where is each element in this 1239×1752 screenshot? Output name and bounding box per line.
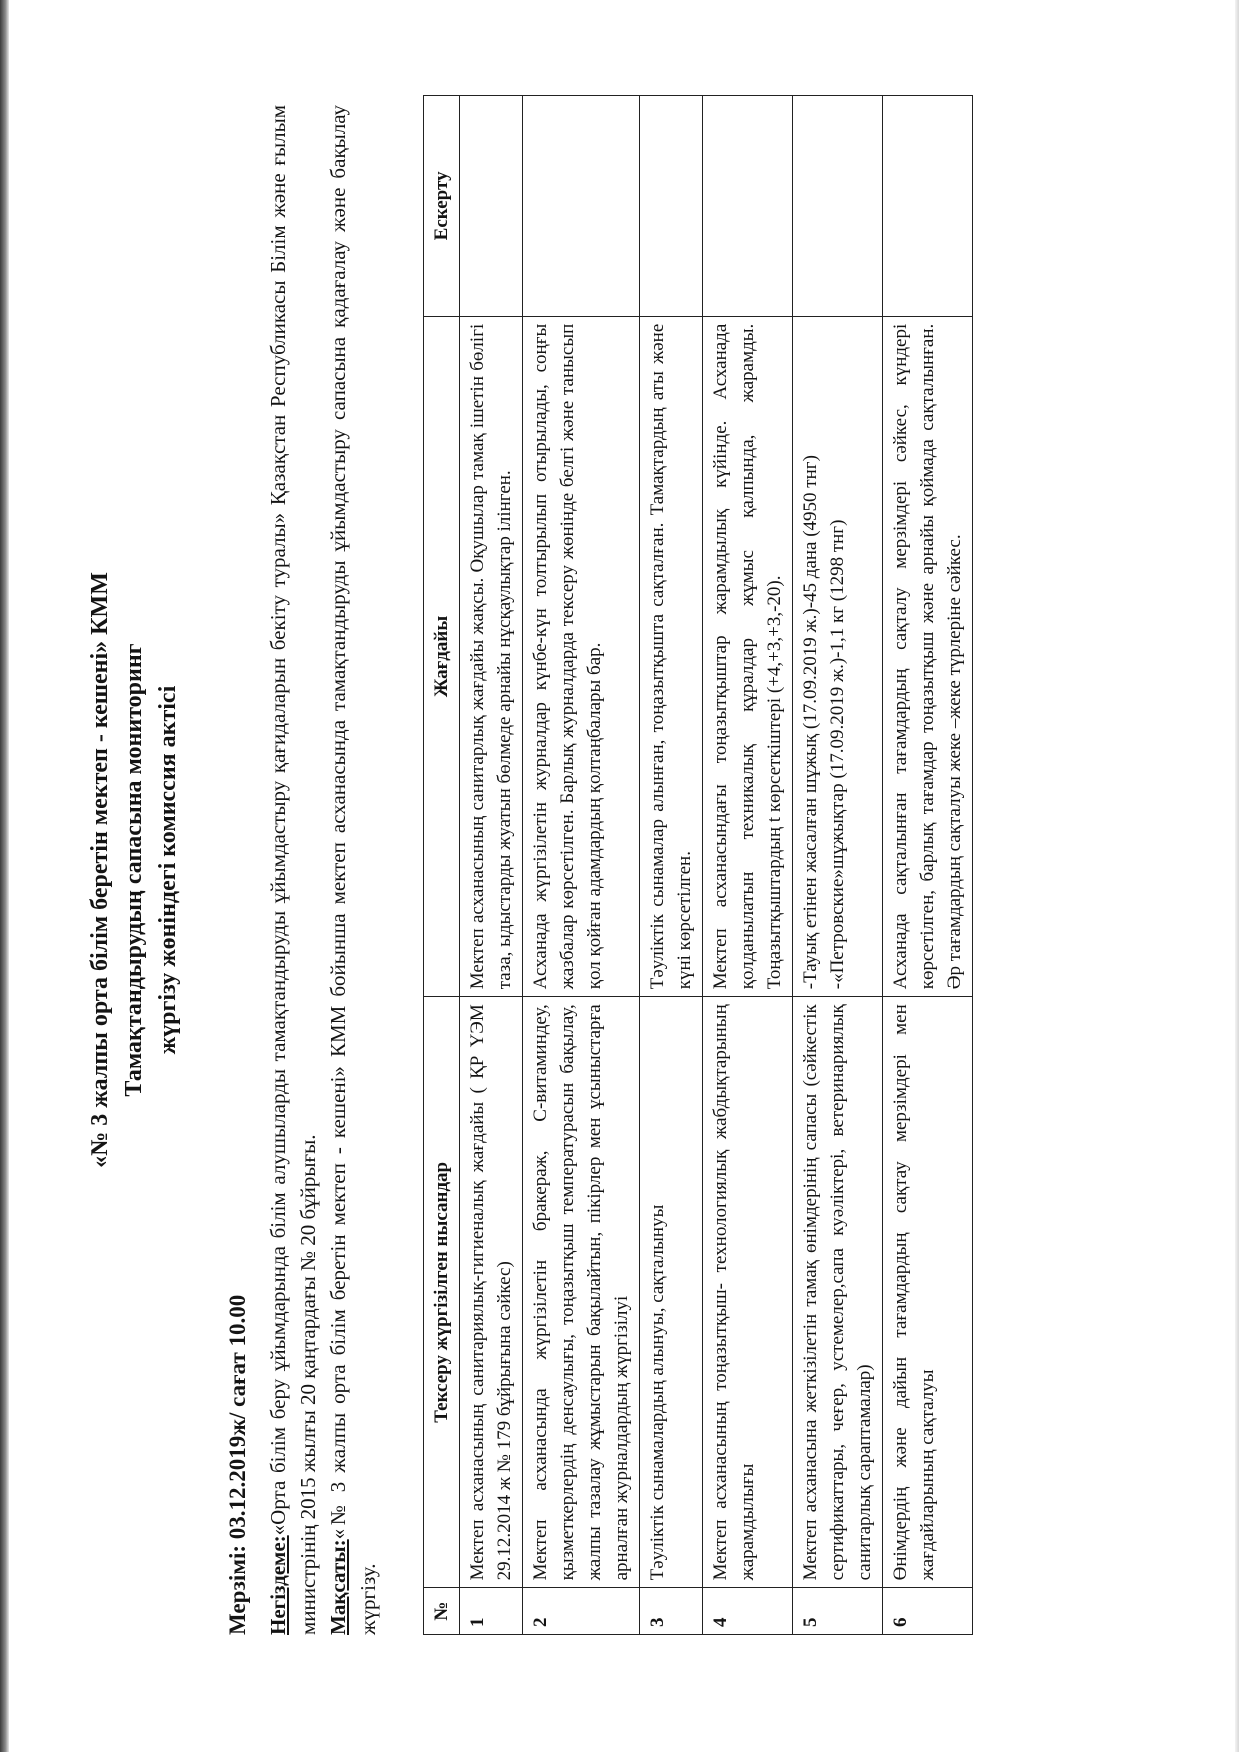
purpose-text: «№ 3 жалпы орта білім беретін мектеп - кешені» КММ бойынша мектеп асханасында тамақтандыруды ұйымдастыру сапасына қадағалау және бақылау жүргізу. [326, 105, 380, 1635]
document-header [15, 45, 973, 1705]
table-header-row [424, 96, 460, 1635]
document-title-line-1: «№ 3 жалпы орта білім беретін мектеп - кешені» КММ [87, 572, 113, 1168]
row-number: 3 [640, 1588, 703, 1635]
row-note [640, 96, 703, 317]
scan-right-edge [1235, 0, 1239, 1752]
purpose-paragraph [323, 105, 383, 1635]
header-note: Ескерту [424, 96, 460, 317]
scan-shadow-edge [0, 0, 9, 1752]
row-object: Мектеп асханасының санитариялық-гигиеналық жағдайы ( ҚР ҮЭМ 29.12.2014 ж № 179 бұйрығына сәйкес) [460, 997, 523, 1588]
row-object: Тәуліктік сынамалардың алынуы, сақталынуы [640, 997, 703, 1588]
basis-label: Негіздеме: [266, 1535, 290, 1635]
row-object: Мектеп асханасына жеткізілетін тамақ өнімдерінің сапасы (сәйкестік сертификаттары, чеғер, устемелер,сапа куәліктері, ветеринариялық санитарлық сараптамалар) [793, 997, 883, 1588]
table-row [523, 96, 640, 1635]
row-state: Мектеп асханасының санитарлық жағдайы жақсы. Оқушылар тамақ ішетін бөлігі таза, ыдыстарды жуатын бөлмеде арнайы нұсқаулықтар ілінген. [460, 316, 523, 997]
row-note [703, 96, 793, 317]
row-note [460, 96, 523, 317]
row-state: -Тауық етінен жасалған шұжық (17.09.2019 ж.)-45 дана (4950 тнг) -«Петровские»шұжықтар (17.09.2019 ж.)-1,1 кг (1298 тнг) [793, 316, 883, 997]
row-state: Тәуліктік сынамалар алынған, тоңазытқышта сақталған. Тамақтардың аты және күні көрсетілген. [640, 316, 703, 997]
date-line: Мерзімі: 03.12.2019ж/ сағат 10.00 [225, 1294, 250, 1635]
document-title-line-2: Тамақтандырудың сапасына мониторинг [121, 643, 147, 1097]
table-row [883, 96, 973, 1635]
header-number: № [424, 1588, 460, 1635]
table-row [703, 96, 793, 1635]
row-number: 5 [793, 1588, 883, 1635]
header-objects: Тексеру жүргізілген нысандар [424, 997, 460, 1588]
row-object: Мектеп асханасында жүргізілетін бракераж, С-витаминдеу, қызметкерлердің денсаулығы, тоңазытқыш температурасын бақылау, жалпы тазалау жұмыстарын бақылайтын, пікірлер мен ұсыныстарға арналған журналдардың жүргізілуі [523, 997, 640, 1588]
row-note [883, 96, 973, 317]
inspection-table [423, 95, 973, 1635]
row-state: Асханада жүргізілетін журналдар күнбе-күн толтырылып отырылады, соңғы жазбалар көрсетілген. Барлық журналдарда тексеру жөнінде белгі және танысып қол қойған адамдардың қолтаңбалары бар. [523, 316, 640, 997]
document-title-line-3: жүргізу жөніндегі комиссия актісі [155, 685, 181, 1055]
row-number: 1 [460, 1588, 523, 1635]
rotated-document-page [15, 45, 1165, 1705]
row-number: 4 [703, 1588, 793, 1635]
basis-text: «Орта білім беру ұйымдарында білім алушыларды тамақтандыруды ұйымдастыру қағидаларын бекіту туралы» Қазақстан Республикасы Білім және ғылым министрінің 2015 жылғы 20 қаңтардағы № 20 бұйрығы. [266, 105, 320, 1635]
row-note [793, 96, 883, 317]
row-number: 2 [523, 1588, 640, 1635]
purpose-label: Мақсаты: [326, 1539, 350, 1635]
basis-paragraph [263, 105, 323, 1635]
table-row [793, 96, 883, 1635]
table-row [460, 96, 523, 1635]
row-object: Мектеп асханасының тоңазытқыш- технологиялық жабдықтарының жарамдылығы [703, 997, 793, 1588]
row-state: Асханада сақталынған тағамдардың сақталу мерзімдері сәйкес, күндері көрсетілген, барлық тағамдар тоңазытқыш және арнайы қоймада сақталынған. Әр тағамдардың сақталуы жеке –жеке түрлеріне сәйкес. [883, 316, 973, 997]
table-row [640, 96, 703, 1635]
row-note [523, 96, 640, 317]
row-number: 6 [883, 1588, 973, 1635]
row-object: Өнімдердің және дайын тағамдардың сақтау мерзімдері мен жағдайларының сақталуы [883, 997, 973, 1588]
header-state: Жағдайы [424, 316, 460, 997]
row-state: Мектеп асханасындағы тоңазытқыштар жарамдылық күйінде. Асханада қолданылатын техникалық құралдар жұмыс қалпында, жарамды. Тоңазытқыштардың t көрсеткіштері (+4,+3,+3,-20). [703, 316, 793, 997]
